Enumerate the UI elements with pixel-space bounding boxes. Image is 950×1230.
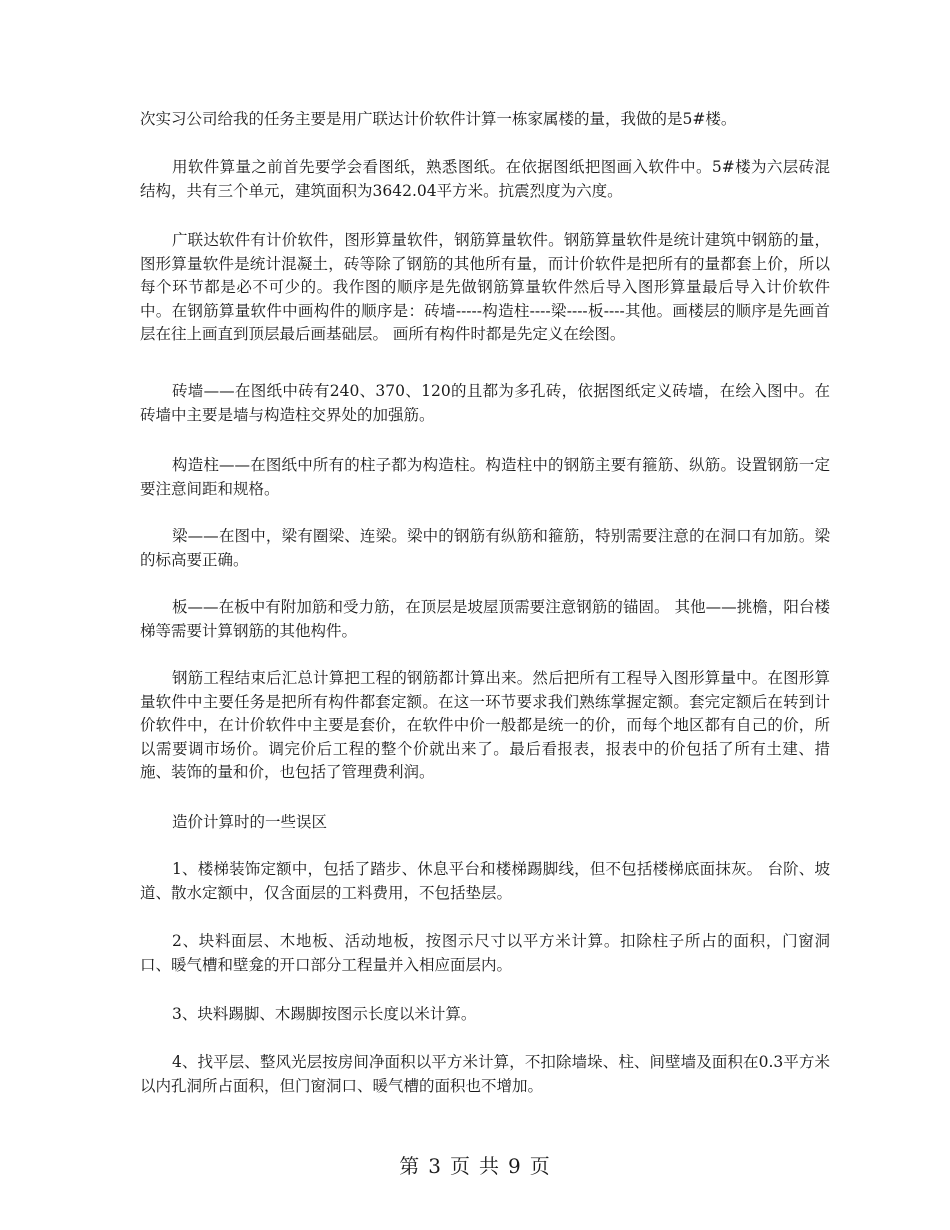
footer-label-gong: 共 [479,1154,500,1178]
list-item-4: 4、找平层、整风光层按房间净面积以平方米计算，不扣除墙垛、柱、间壁墙及面积在0.3平方米以内孔洞所占面积，但门窗洞口、暖气槽的面积也不增加。 [140,1053,830,1095]
paragraph-rebar-summary: 钢筋工程结束后汇总计算把工程的钢筋都计算出来。然后把所有工程导入图形算量中。在图形算量软件中主要任务是把所有构件都套定额。在这一环节要求我们熟练掌握定额。套完定额后在转到计价软件中，在计价软件中主要是套价，在软件中价一般都是统一的价，而每个地区都有自己的价，所以需要调市场价。调完价后工程的整个价就出来了。最后看报表，报表中的价包括了所有土建、措施、装饰的量和价，也包括了管理费利润。 [140,669,830,781]
paragraph-software-learning: 用软件算量之前首先要学会看图纸，熟悉图纸。在依据图纸把图画入软件中。5#楼为六层砖混结构，共有三个单元，建筑面积为3642.04平方米。抗震烈度为六度。 [140,158,830,200]
paragraph-structural-column: 构造柱——在图纸中所有的柱子都为构造柱。构造柱中的钢筋主要有箍筋、纵筋。设置钢筋一定要注意间距和规格。 [140,456,830,498]
footer-label-ye-2: 页 [529,1154,551,1178]
footer-label-di: 第 [399,1154,421,1178]
paragraph-glodon-software: 广联达软件有计价软件，图形算量软件，钢筋算量软件。钢筋算量软件是统计建筑中钢筋的量，图形算量软件是统计混凝土，砖等除了钢筋的其他所有量，而计价软件是把所有的量都套上价，所以每个环节都是必不可少的。我作图的顺序是先做钢筋算量软件然后导入图形算量最后导入计价软件中。在钢筋算量软件中画构件的顺序是：砖墙-----构造柱----梁----板----其他。画楼层的顺序是先画首层在往上画直到顶层最后画基础层。 画所有构件时都是先定义在绘图。 [140,231,830,343]
paragraph-intro: 次实习公司给我的任务主要是用广联达计价软件计算一栋家属楼的量，我做的是5#楼。 [140,110,737,128]
list-item-3: 3、块料踢脚、木踢脚按图示长度以米计算。 [172,1005,477,1023]
paragraph-slab: 板——在板中有附加筋和受力筋，在顶层是坡屋顶需要注意钢筋的锚固。 其他——挑檐，阳台楼梯等需要计算钢筋的其他构件。 [140,598,830,640]
footer-total-pages: 9 [508,1154,522,1178]
list-item-1: 1、楼梯装饰定额中，包括了踏步、休息平台和楼梯踢脚线，但不包括楼梯底面抹灰。 台阶、坡道、散水定额中，仅含面层的工料费用，不包括垫层。 [140,860,830,902]
footer-label-ye: 页 [450,1154,471,1178]
paragraph-brick-wall: 砖墙——在图纸中砖有240、370、120的且都为多孔砖，依据图纸定义砖墙，在绘入图中。在砖墙中主要是墙与构造柱交界处的加强筋。 [140,382,830,424]
paragraph-beam: 梁——在图中，梁有圈梁、连梁。梁中的钢筋有纵筋和箍筋，特别需要注意的在洞口有加筋。梁的标高要正确。 [140,527,830,569]
footer-page-number: 3 [428,1154,442,1178]
list-item-2: 2、块料面层、木地板、活动地板，按图示尺寸以平方米计算。扣除柱子所占的面积，门窗洞口、暖气槽和壁龛的开口部分工程量并入相应面层内。 [140,932,830,974]
page-footer [0,1150,950,1179]
heading-misconceptions: 造价计算时的一些误区 [172,813,328,831]
